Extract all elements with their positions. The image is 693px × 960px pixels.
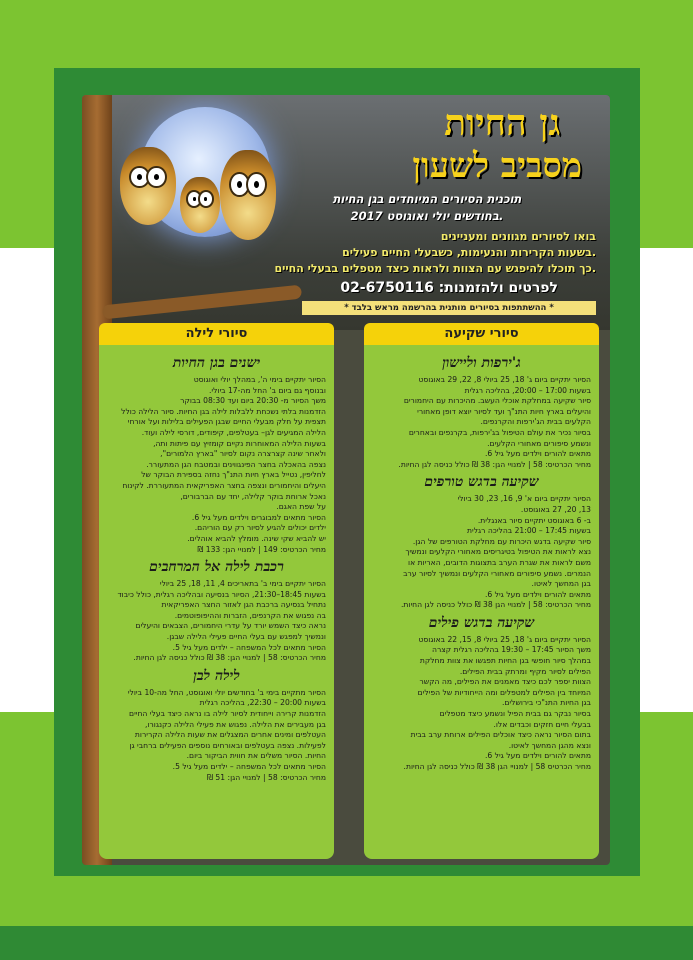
- tour-detail-line: נצפה בהאכלה בחצר הפינגווינים ובמטבח הגן המתעורר.: [146, 459, 326, 469]
- tour-detail-line: בסיור נבקר גם בבית הפיל ונשמע כיצד מטפלים: [439, 709, 591, 719]
- tour-detail-line: מחיר הכרטיס: 58 | למנויי הגן: 38 ₪ כולל כניסה לגן החיות.: [398, 459, 591, 469]
- tour-detail-line: נתחיל בנסיעה ברכבת הגן לאזור החצר האפריקאית: [161, 600, 326, 610]
- tour-detail-line: בה נפגוש את הקרנפים, הזברות וההיפופוטמים.: [174, 610, 326, 620]
- visit-line-3: כך תוכלו להיפגש עם הצוות ולראות כיצד מטפלים בבעלי החיים.: [274, 262, 596, 275]
- tour-detail-line: בשעות 17:45 – 21:00 בהליכה רגלית: [467, 526, 591, 536]
- tour-detail-line: הצוות יספר לכם כיצד מאמנים את הפילים, מה הקשר: [419, 677, 591, 687]
- tour-title: שקיעה בדגש טורפים: [424, 474, 539, 491]
- tour-detail-line: בגן מעבירים את הלילה. נפגוש את פעילי הלילה כקנגורו,: [145, 719, 326, 729]
- tour-detail-line: בשעות 17:00 – 20:00, בהליכה רגלית: [464, 385, 591, 395]
- tour-title: ג'ירפות וליישון: [442, 355, 521, 371]
- tour-detail-line: ב- 6 באוגוסט יתקיים סיור באנגלית.: [477, 515, 591, 525]
- tour-detail-line: הנמרים. נשמע סיפורים מאחורי הקלעים ונמשיך לסיור ערב: [403, 568, 591, 578]
- tour-detail-line: מתאים להורים וילדים מעל גיל 6.: [484, 589, 591, 599]
- tour-detail-line: על שפת האגם.: [276, 502, 326, 512]
- sunset-tours-column: [364, 323, 599, 859]
- tour-detail-line: בגן המחשך לאיטו.: [531, 579, 591, 589]
- title-line-2: מסביב לשעון: [412, 146, 582, 186]
- tour-detail-line: ונצא מהגן המחשך לאיטו.: [508, 740, 591, 750]
- tour-detail-line: במהלך סיור חופשי בגן החיות תפגשו את צוות מחלקת: [419, 656, 591, 666]
- tour-detail-line: לחליפין, נטייל בארץ חיות התנ"ך נחזה בספירת הבוקר של: [141, 470, 326, 480]
- tour-detail-line: סיור שקיעה במחלקת אוכלי העשב. מהיכרות עם היחמורים: [403, 396, 591, 406]
- tour-detail-line: מחיר הכרטיס 58 | למנויי הגן 38 ₪ כולל כניסה לגן החיות.: [403, 762, 591, 771]
- poster-headline: [412, 101, 592, 187]
- bottom-dark-strip: [0, 926, 693, 960]
- column-heading: סיורי שקיעה: [364, 323, 599, 345]
- title-line-1: גן החיות: [444, 102, 561, 144]
- tour-detail-line: הסיור יתקיים ביום ג' 18, 25 ביולי 8, 15, 22 באוגוסט: [418, 634, 591, 644]
- tour-detail-line: החיות. הסיור משלים את חווית הביקור ביום.: [186, 751, 326, 761]
- tour-detail-line: בשעות 20:00 – 22:30, בהליכה רגלית: [199, 698, 326, 708]
- tour-detail-line: 13, 20, 27 באוגוסט.: [520, 504, 591, 514]
- tour-detail-line: ונמשיך למפגש עם בעלי החיים פעילי הלילה שבגן.: [166, 632, 326, 642]
- tour-detail-line: הלילה המגיעים לגן– בעטלפים, קיפודים, דורסי לילה ועוד.: [141, 427, 326, 437]
- tour-detail-line: הסיור יתקיים בימי ב' בתאריכים 4, 11, 18, 25 ביולי: [159, 579, 326, 589]
- tour-detail-line: הזדמנות קרירה וייחודית לסיור לילה בו נראה כיצד בעלי החיים: [129, 709, 326, 719]
- tour-detail-line: ולאחר שינה קצרצרה נקום לסיור "בארץ הלמורים",: [160, 449, 326, 459]
- tour-detail-line: בבעלי חיים חזקים וכבדים אלו.: [493, 719, 591, 729]
- tour-detail-line: משך הסיור מ- 20:30 ביום ועד 08:30 בבוקר: [180, 396, 326, 406]
- tour-detail-line: הקלעים בבית הג'ירפות והקרנפים.: [480, 417, 591, 427]
- tour-detail-line: ילדים יכולים להגיע לסיור רק עם הוריהם.: [194, 523, 326, 533]
- column-heading: סיורי לילה: [99, 323, 334, 345]
- tour-detail-line: לפעילות. נצפה בעטלפים ובאורחים נוספים הפעילים ברחבי גן: [129, 740, 326, 750]
- column-body: [99, 345, 334, 783]
- tour-detail-line: הסיור מתאים לכל המשפחה – ילדים מעל גיל 5.: [172, 762, 326, 771]
- tour-detail-line: והיעלים בארץ חיות התנ"ך ועד לסיור יוצא דופן מאחורי: [417, 406, 591, 416]
- tour-detail-line: מתאים להורים וילדים מעל גיל 6.: [484, 449, 591, 459]
- intro-line-2: בחודשים יולי ואוגוסט 2017.: [350, 209, 504, 223]
- tour-detail-line: הסיור יתקיים ביום ג' 18, 25 ביולי 8, 22, 29 באוגוסט: [418, 375, 591, 384]
- tour-detail-line: הפילים לסיור מקיף ומרתק בבית הפילים.: [459, 666, 591, 676]
- tour-detail-line: מתאים להורים וילדים מעל גיל 6.: [484, 751, 591, 761]
- tour-title: רכבת לילה אל המרחבים: [149, 559, 284, 576]
- night-tours-column: [99, 323, 334, 859]
- visit-line-1: בואו לסיורים מגוונים ומעניינים: [440, 230, 596, 243]
- tour-title: לילה לבן: [193, 667, 240, 684]
- tour-detail-line: ובנוסף גם ביום ב' החל מה-17 ביולי.: [208, 385, 326, 395]
- tour-detail-line: הסיור מתאים למבוגרים וילדים מעל גיל 6.: [191, 512, 326, 522]
- tour-detail-line: הסיור יתקיים ביום א' 9, 16, 23, 30 ביולי: [457, 494, 591, 504]
- owl-image: [120, 147, 176, 225]
- phone-line: לפרטים ולהזמנות: 02-6750116: [340, 280, 558, 296]
- tour-detail-line: מחיר הכרטיס: 58 | למנויי הגן: 38 ₪ כולל כניסה לגן החיות.: [133, 653, 326, 663]
- tour-detail-line: סיור שקיעה בדגש היכרות עם מחלקת הטורפים של הגן.: [412, 536, 591, 546]
- poster: [82, 95, 610, 865]
- tour-detail-line: היעלים והיחמורים ונצפה בחצר האפריקאית המתעוררת. לקינוח: [122, 480, 326, 490]
- tour-detail-line: בשעות הלילה המאוחרות נקיים קומזיץ עם פיתות ותה,: [153, 438, 326, 448]
- column-body: [364, 345, 599, 773]
- tour-detail-line: תצפית על חלק מבעלי החיים שבגן הפעילים בלילות ועל אורחי: [127, 417, 326, 427]
- tour-detail-line: המיוחד בין הפילים למטפלים ומה הייחודיות של הפילים: [417, 687, 591, 697]
- tour-detail-line: העטלפים ומינים אחרים המצגלים את שעות הלילה הקרירות: [134, 730, 326, 740]
- tour-detail-line: בסיור נכיר את עולם הטיפול בג'ירפות, בקרנפים ובאחרים: [408, 427, 591, 437]
- tour-detail-line: משך הסיור 17:45 – 19:30 בהליכה רגלית קצרה: [432, 645, 591, 655]
- tour-detail-line: הסיור מתאים לכל המשפחה – ילדים מעל גיל 5.: [172, 642, 326, 652]
- tour-detail-line: הסיור יתקיים בימי ה', במהלך יולי ואוגוסט: [193, 375, 326, 384]
- tour-detail-line: הסיור מתקיים בימי ב' בחודשים יולי ואוגוסט, החל מה-10 ביולי: [127, 687, 326, 697]
- tour-detail-line: מחיר הכרטיס: 58 | למנויי הגן: 51 ₪: [207, 772, 326, 782]
- tour-detail-line: משם לראות את שגרת הערב בתצוגות הדובים, האריות או: [408, 557, 591, 567]
- tour-detail-line: בתום הסיור נראה כיצד אוכלים הפילים ארוחת ערב בבית: [410, 730, 591, 740]
- tour-detail-line: נראה כיצד השמש יורד על עדרי היחמורים, הצבאים והיעלים: [135, 621, 326, 631]
- tour-detail-line: מחיר הכרטיס: 58 | למנויי הגן 38 ₪ כולל כניסה לגן החיות.: [400, 600, 591, 610]
- visit-line-2: בשעות הקרירות והנעימות, כשבעלי החיים פעילים.: [342, 246, 596, 259]
- intro-line-1: תוכנית הסיורים המיוחדים בגן החיות: [332, 192, 522, 206]
- tour-detail-line: נצא לראות את הטיפול בטיגריסים מאחורי הקלעים ונמשיך: [405, 547, 591, 557]
- owl-image: [180, 177, 220, 233]
- tour-detail-line: בשעות 18:45–21:30, הסיור בנסיעה ובהליכה רגלית, כולל כיבוד: [117, 589, 326, 599]
- tour-title: שקיעה בדגש פילים: [428, 614, 535, 631]
- registration-note: * ההשתתפות בסיורים מותנית בהרשמה מראש בלבד *: [302, 301, 596, 315]
- tour-detail-line: ונשמע סיפורים מאחורי הקלעים.: [487, 438, 591, 448]
- tour-detail-line: יש להביא שקי שינה. מומלץ להביא אוהלים.: [187, 533, 326, 543]
- tour-detail-line: הזדמנות בלתי נשכחת ללבלות לילה בגן החיות. סיור הלילה כולל: [121, 406, 326, 416]
- tour-detail-line: בגן החיות התנ"כי בירושלים.: [501, 698, 591, 708]
- tour-detail-line: מחיר הכרטיס: 149 | למנויי הגן: 133 ₪: [197, 544, 326, 554]
- tour-detail-line: נאכל ארוחת בוקר קלילה, יחד עם הברבורים,: [180, 491, 326, 501]
- tour-title: ישנים בגן החיות: [172, 355, 261, 371]
